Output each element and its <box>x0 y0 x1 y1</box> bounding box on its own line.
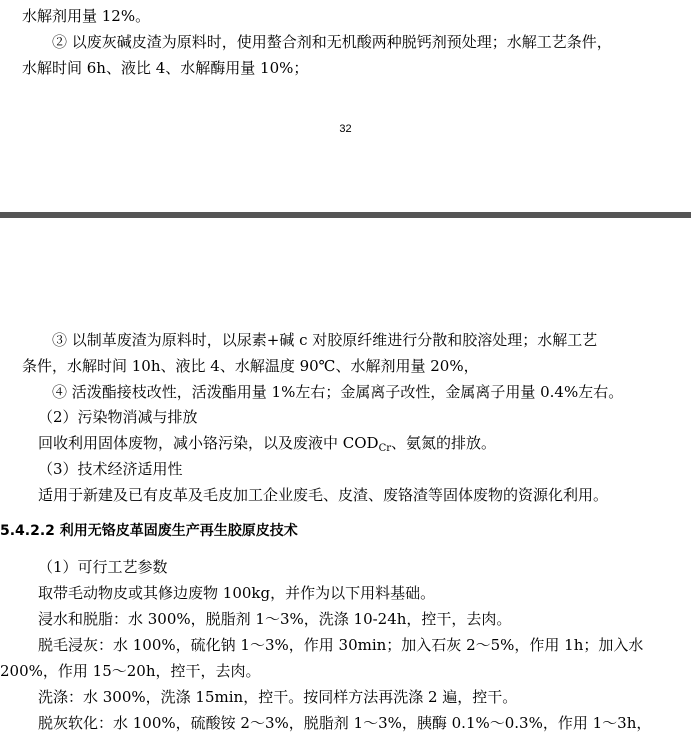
section-heading: 5.4.2.2 利用无铬皮革固废生产再生胶原皮技术 <box>0 523 298 539</box>
text-line: 浸水和脱脂：水 300%，脱脂剂 1～3%，洗涤 10-24h，控干，去肉。 <box>38 610 512 628</box>
text-line: 脱毛浸灰：水 100%，硫化钠 1～3%，作用 30min；加入石灰 2～5%，作用 1h；加入水 <box>38 636 644 654</box>
page-number: 32 <box>339 123 352 135</box>
section-label: （3）技术经济适用性 <box>38 460 183 478</box>
text-line: 水解时间 6h、液比 4、水解酶用量 10%； <box>22 59 309 77</box>
page-gap <box>0 151 691 212</box>
text-line: 适用于新建及已有皮革及毛皮加工企业废毛、皮渣、废铬渣等固体废物的资源化利用。 <box>38 486 609 504</box>
section-label: （2）污染物消减与排放 <box>38 408 198 426</box>
text-line: 200%，作用 15～20h，控干，去肉。 <box>0 662 261 680</box>
section-label: （1）可行工艺参数 <box>38 558 168 576</box>
text-line: ② 以废灰碱皮渣为原料时，使用螯合剂和无机酸两种脱钙剂预处理；水解工艺条件， <box>52 33 612 51</box>
text-line: 脱灰软化：水 100%，硫酸铵 2～3%，脱脂剂 1～3%，胰酶 0.1%～0.3%，作用 1～3h， <box>38 714 652 732</box>
page-gap <box>0 218 691 318</box>
text-line: ④ 活泼酯接枝改性，活泼酯用量 1%左右；金属离子改性，金属离子用量 0.4%左右。 <box>52 383 624 401</box>
text-fragment: 回收利用固体废物，减小铬污染，以及废液中 COD <box>38 434 379 452</box>
subscript-cr: Cr <box>378 443 392 454</box>
text-fragment: 、氨氮的排放。 <box>391 434 497 452</box>
text-line: 条件，水解时间 10h、液比 4、水解温度 90℃、水解剂用量 20%， <box>22 357 479 375</box>
text-line: 洗涤：水 300%，洗涤 15min，控干。按同样方法再洗涤 2 遍，控干。 <box>38 688 518 706</box>
text-line: 取带毛动物皮或其修边废物 100kg，并作为以下用料基础。 <box>38 584 436 602</box>
text-line: ③ 以制革废渣为原料时，以尿素+碱 c 对胶原纤维进行分散和胶溶处理；水解工艺 <box>52 331 598 349</box>
text-line: 水解剂用量 12%。 <box>22 7 151 25</box>
text-line <box>38 433 496 459</box>
